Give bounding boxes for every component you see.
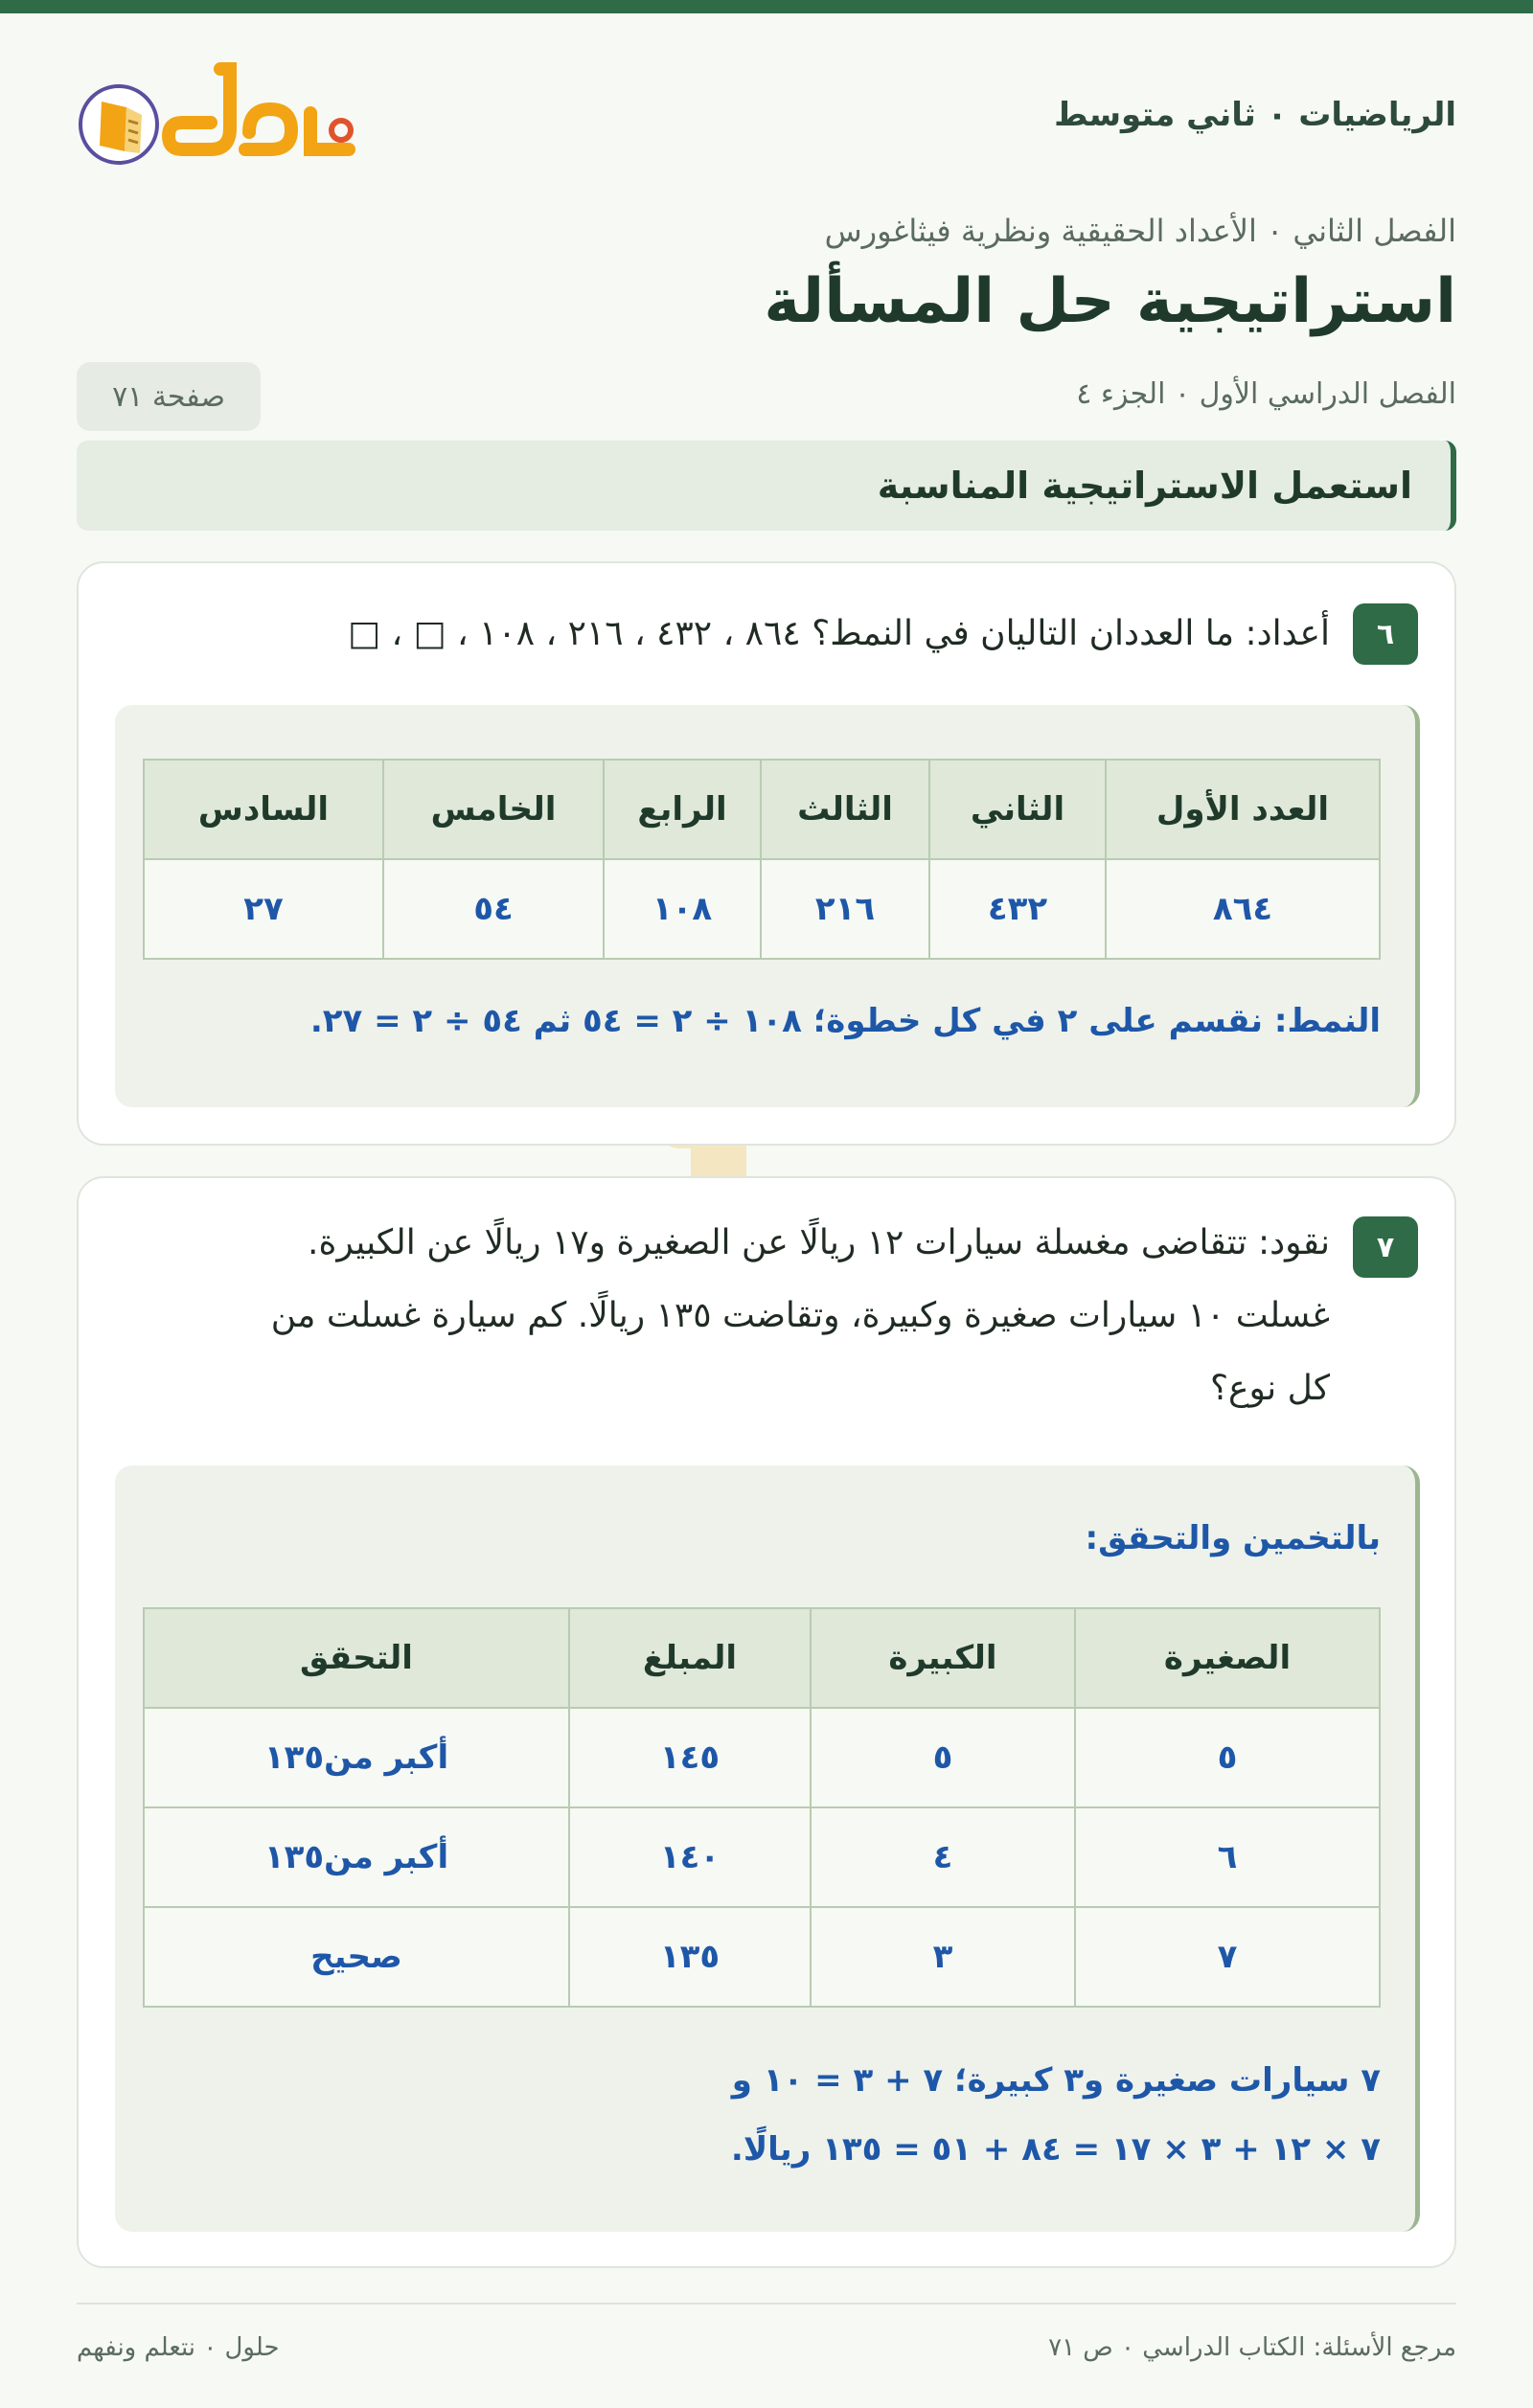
table-header-row (144, 760, 1380, 859)
table-cell: ١٤٥ (569, 1708, 811, 1807)
logo-text: حلول (74, 61, 77, 62)
solution-method: بالتخمين والتحقق: (1085, 1519, 1381, 1557)
table-header-cell: المبلغ (569, 1608, 811, 1708)
table-cell: ٧ (1075, 1907, 1380, 2007)
hulul-logo-icon (74, 61, 364, 176)
answer-line-2: ٧ × ١٢ + ٣ × ١٧ = ٨٤ + ٥١ = ١٣٥ ريالًا. (730, 2130, 1381, 2169)
table-cell: ٥ (811, 1708, 1075, 1807)
table-row (144, 1708, 1380, 1807)
table-header-cell: الخامس (383, 760, 604, 859)
table-cell: ٣ (811, 1907, 1075, 2007)
table-cell: ٤٣٢ (929, 859, 1106, 959)
pattern-table (143, 759, 1381, 960)
table-cell: ٢٧ (144, 859, 383, 959)
table-header-cell: الرابع (604, 760, 761, 859)
answer-line-1: ٧ سيارات صغيرة و٣ كبيرة؛ ٧ + ٣ = ١٠ و (731, 2061, 1381, 2100)
table-cell: أكبر من١٣٥ (144, 1807, 569, 1907)
section-heading-text: استعمل الاستراتيجية المناسبة (877, 465, 1412, 507)
table-row (144, 859, 1380, 959)
table-cell: ٨٦٤ (1106, 859, 1380, 959)
table-header-cell: الكبيرة (811, 1608, 1075, 1708)
term-part: الفصل الدراسي الأول ٠ الجزء ٤ (1076, 377, 1456, 411)
footer-brand: حلول ٠ نتعلم ونفهم (77, 2333, 280, 2362)
page-number-badge: صفحة ٧١ (77, 362, 261, 431)
question-7-card (77, 1176, 1456, 2268)
question-6-text: أعداد: ما العددان التاليان في النمط؟ ٨٦٤ ، ٤٣٢ ، ٢١٦ ، ١٠٨ ، □ ، □ (348, 614, 1330, 653)
table-header-cell: السادس (144, 760, 383, 859)
table-cell: صحيح (144, 1907, 569, 2007)
question-7-line-1: نقود: تتقاضى مغسلة سيارات ١٢ ريالًا عن الصغيرة و١٧ ريالًا عن الكبيرة. (308, 1223, 1330, 1262)
table-header-cell: الثاني (929, 760, 1106, 859)
subject-grade: الرياضيات ٠ ثاني متوسط (1054, 96, 1456, 134)
pattern-explanation: النمط: نقسم على ٢ في كل خطوة؛ ١٠٨ ÷ ٢ = ٥٤ ثم ٥٤ ÷ ٢ = ٢٧. (309, 1002, 1381, 1040)
table-header-cell: التحقق (144, 1608, 569, 1708)
table-cell: أكبر من١٣٥ (144, 1708, 569, 1807)
question-number-badge: ٧ (1353, 1216, 1418, 1278)
question-6-card (77, 561, 1456, 1146)
table-cell: ١٣٥ (569, 1907, 811, 2007)
table-header-cell: الصغيرة (1075, 1608, 1380, 1708)
table-cell: ١٠٨ (604, 859, 761, 959)
section-heading (77, 441, 1456, 531)
question-number-badge: ٦ (1353, 603, 1418, 665)
page-title: استراتيجية حل المسألة (764, 266, 1456, 337)
table-cell: ٤ (811, 1807, 1075, 1907)
footer-reference: مرجع الأسئلة: الكتاب الدراسي ٠ ص ٧١ (1048, 2333, 1456, 2362)
table-row (144, 1807, 1380, 1907)
table-cell: ١٤٠ (569, 1807, 811, 1907)
table-cell: ٥٤ (383, 859, 604, 959)
question-7-line-3: كل نوع؟ (1209, 1369, 1330, 1408)
question-6-solution (115, 705, 1420, 1107)
table-row (144, 1907, 1380, 2007)
table-cell: ٥ (1075, 1708, 1380, 1807)
table-cell: ٢١٦ (761, 859, 929, 959)
table-header-cell: الثالث (761, 760, 929, 859)
question-7-line-2: غسلت ١٠ سيارات صغيرة وكبيرة، وتقاضت ١٣٥ ريالًا. كم سيارة غسلت من (270, 1296, 1330, 1335)
footer-divider (77, 2303, 1456, 2305)
question-7-solution (115, 1465, 1420, 2232)
chapter-title: الفصل الثاني ٠ الأعداد الحقيقية ونظرية فيثاغورس (824, 213, 1456, 249)
table-header-row (144, 1608, 1380, 1708)
guess-check-table (143, 1607, 1381, 2008)
top-accent-bar (0, 0, 1533, 13)
table-header-cell: العدد الأول (1106, 760, 1380, 859)
table-cell: ٦ (1075, 1807, 1380, 1907)
